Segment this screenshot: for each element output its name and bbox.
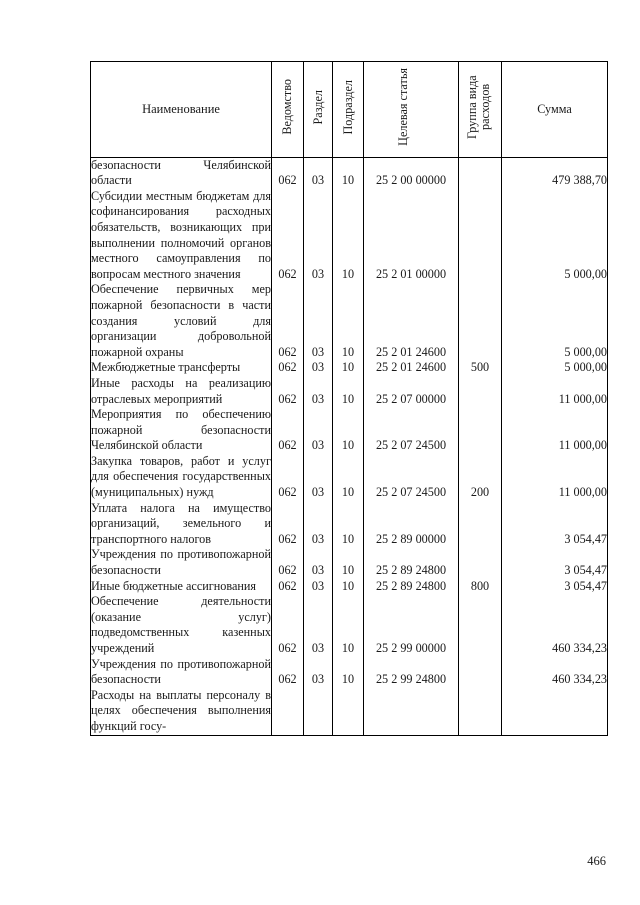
cell-target: 25 2 89 24800 bbox=[364, 547, 459, 578]
budget-table bbox=[90, 61, 608, 736]
cell-target: 25 2 01 24600 bbox=[364, 282, 459, 360]
cell-sum: 5 000,00 bbox=[502, 360, 608, 376]
cell-name: Иные расходы на реализацию отраслевых мероприятий bbox=[91, 375, 271, 406]
cell-group bbox=[459, 594, 502, 656]
cell-razdel: 03 bbox=[304, 360, 333, 376]
cell-razdel: 03 bbox=[304, 594, 333, 656]
cell-razdel: 03 bbox=[304, 547, 333, 578]
cell-name: Закупка товаров, работ и услуг для обеспечения государственных (муниципальных) нужд bbox=[91, 453, 271, 500]
table-row bbox=[91, 189, 608, 283]
header-target: Целевая статья bbox=[364, 62, 459, 158]
cell-podrazdel: 10 bbox=[333, 657, 364, 688]
cell-sum: 479 388,70 bbox=[502, 157, 608, 189]
cell-ved: 062 bbox=[272, 360, 304, 376]
cell-target: 25 2 01 00000 bbox=[364, 189, 459, 283]
cell-name: Учреждения по противопожарной безопасности bbox=[91, 547, 271, 578]
cell-target: 25 2 99 24800 bbox=[364, 657, 459, 688]
cell-group: 500 bbox=[459, 360, 502, 376]
cell-podrazdel: 10 bbox=[333, 579, 364, 595]
header-razdel: Раздел bbox=[304, 62, 333, 158]
cell-name: Мероприятия по обеспечению пожарной безопасности Челябинской области bbox=[91, 407, 271, 453]
cell-podrazdel: 10 bbox=[333, 547, 364, 578]
cell-razdel: 03 bbox=[304, 157, 333, 189]
table-row bbox=[91, 454, 608, 501]
cell-name: Уплата налога на имущество организаций, земельного и транспортного налогов bbox=[91, 500, 271, 546]
cell-podrazdel: 10 bbox=[333, 282, 364, 360]
cell-sum: 5 000,00 bbox=[502, 189, 608, 283]
cell-target: 25 2 89 24800 bbox=[364, 579, 459, 595]
cell-group bbox=[459, 189, 502, 283]
header-podrazdel: Подраздел bbox=[333, 62, 364, 158]
cell-target: 25 2 07 24500 bbox=[364, 454, 459, 501]
cell-target: 25 2 07 24500 bbox=[364, 407, 459, 454]
cell-sum: 5 000,00 bbox=[502, 282, 608, 360]
cell-name: Иные бюджетные ассигнования bbox=[91, 579, 272, 595]
cell-group: 200 bbox=[459, 454, 502, 501]
cell-podrazdel: 10 bbox=[333, 407, 364, 454]
table-row bbox=[91, 657, 608, 688]
cell-podrazdel: 10 bbox=[333, 157, 364, 189]
table-row bbox=[91, 579, 608, 595]
table-row bbox=[91, 547, 608, 578]
cell-ved: 062 bbox=[272, 594, 304, 656]
cell-sum: 3 054,47 bbox=[502, 579, 608, 595]
cell-razdel: 03 bbox=[304, 657, 333, 688]
cell-ved: 062 bbox=[272, 501, 304, 548]
cell-group bbox=[459, 547, 502, 578]
header-sum: Сумма bbox=[502, 62, 608, 158]
cell-group bbox=[459, 688, 502, 735]
cell-name: Учреждения по противопожарной безопасности bbox=[91, 656, 271, 687]
cell-sum bbox=[502, 688, 608, 735]
cell-group bbox=[459, 501, 502, 548]
cell-name: безопасности Челябинской области bbox=[91, 157, 271, 188]
cell-ved: 062 bbox=[272, 189, 304, 283]
cell-ved bbox=[272, 688, 304, 735]
cell-razdel bbox=[304, 688, 333, 735]
cell-group: 800 bbox=[459, 579, 502, 595]
cell-podrazdel: 10 bbox=[333, 594, 364, 656]
cell-ved: 062 bbox=[272, 157, 304, 189]
cell-podrazdel: 10 bbox=[333, 454, 364, 501]
cell-podrazdel: 10 bbox=[333, 360, 364, 376]
table-body bbox=[91, 157, 608, 735]
cell-name: Межбюджетные трансферты bbox=[91, 360, 272, 376]
cell-group bbox=[459, 157, 502, 189]
cell-ved: 062 bbox=[272, 407, 304, 454]
cell-podrazdel: 10 bbox=[333, 501, 364, 548]
cell-group bbox=[459, 376, 502, 407]
cell-name: Расходы на выплаты персоналу в целях обеспечения выполнения функций госу- bbox=[91, 688, 272, 735]
cell-sum: 3 054,47 bbox=[502, 501, 608, 548]
cell-target: 25 2 89 00000 bbox=[364, 501, 459, 548]
table-row bbox=[91, 688, 608, 735]
table-row bbox=[91, 407, 608, 454]
table-row bbox=[91, 157, 608, 189]
header-vedomstvo: Ведомство bbox=[272, 62, 304, 158]
cell-target: 25 2 01 24600 bbox=[364, 360, 459, 376]
cell-razdel: 03 bbox=[304, 376, 333, 407]
cell-target: 25 2 99 00000 bbox=[364, 594, 459, 656]
cell-ved: 062 bbox=[272, 454, 304, 501]
table-header-row bbox=[91, 62, 608, 158]
cell-ved: 062 bbox=[272, 376, 304, 407]
table-row bbox=[91, 360, 608, 376]
cell-name: Субсидии местным бюджетам для софинансирования расходных обязательств, возникающих при выполнении полномочий органов местного самоуправления по вопросам местного значения bbox=[91, 188, 271, 281]
cell-group bbox=[459, 657, 502, 688]
page-number: 466 bbox=[587, 854, 606, 868]
cell-target bbox=[364, 688, 459, 735]
table-row bbox=[91, 376, 608, 407]
cell-razdel: 03 bbox=[304, 282, 333, 360]
cell-podrazdel: 10 bbox=[333, 376, 364, 407]
table-row bbox=[91, 594, 608, 656]
cell-name: Обеспечение первичных мер пожарной безопасности в части создания условий для организации добровольной пожарной охраны bbox=[91, 282, 271, 359]
cell-sum: 3 054,47 bbox=[502, 547, 608, 578]
cell-razdel: 03 bbox=[304, 579, 333, 595]
cell-ved: 062 bbox=[272, 282, 304, 360]
cell-ved: 062 bbox=[272, 579, 304, 595]
cell-ved: 062 bbox=[272, 547, 304, 578]
cell-razdel: 03 bbox=[304, 189, 333, 283]
cell-group bbox=[459, 282, 502, 360]
header-group: Группа вида расходов bbox=[459, 62, 502, 158]
table-row bbox=[91, 501, 608, 548]
cell-name: Обеспечение деятельности (оказание услуг) подведомственных казенных учреждений bbox=[91, 594, 271, 655]
cell-sum: 11 000,00 bbox=[502, 454, 608, 501]
cell-group bbox=[459, 407, 502, 454]
cell-podrazdel bbox=[333, 688, 364, 735]
cell-sum: 460 334,23 bbox=[502, 594, 608, 656]
cell-podrazdel: 10 bbox=[333, 189, 364, 283]
cell-sum: 460 334,23 bbox=[502, 657, 608, 688]
cell-sum: 11 000,00 bbox=[502, 376, 608, 407]
cell-target: 25 2 07 00000 bbox=[364, 376, 459, 407]
cell-razdel: 03 bbox=[304, 501, 333, 548]
cell-sum: 11 000,00 bbox=[502, 407, 608, 454]
table-row bbox=[91, 282, 608, 360]
cell-razdel: 03 bbox=[304, 407, 333, 454]
cell-target: 25 2 00 00000 bbox=[364, 157, 459, 189]
cell-razdel: 03 bbox=[304, 454, 333, 501]
cell-ved: 062 bbox=[272, 657, 304, 688]
header-name: Наименование bbox=[91, 62, 272, 158]
